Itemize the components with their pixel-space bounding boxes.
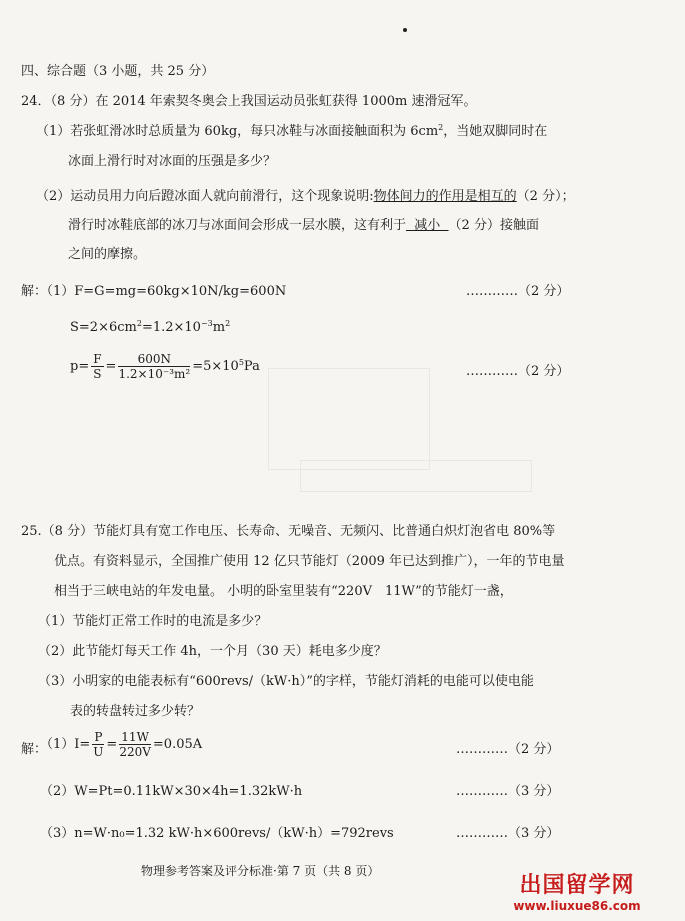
watermark-title: 出国留学网 — [519, 873, 635, 898]
q25-solution-step1-score: …………（2 分） — [456, 742, 560, 757]
q25-part2: （2）此节能灯每天工作 4h，一个月（30 天）耗电多少度？ — [38, 644, 387, 659]
q24-area-unit: m — [212, 320, 226, 335]
q25-stem-line2: 优点。有资料显示，全国推广使用 12 亿只节能灯（2009 年已达到推广），一年的节电量 — [54, 554, 565, 569]
q24-solution-step1-score: …………（2 分） — [466, 284, 570, 299]
fraction-denominator: U — [93, 745, 104, 759]
show-through-artifact — [300, 460, 532, 492]
q24-solution-step3 — [70, 352, 260, 381]
q25-part3-line1: （3）小明家的电能表标有“600revs/（kW·h）”的字样，节能灯消耗的电能可以使电能 — [38, 674, 534, 689]
q24-pressure-unit: Pa — [243, 359, 260, 374]
q24-part2-line3: 之间的摩擦。 — [68, 247, 147, 262]
q24-part2-score: （2 分）； — [516, 189, 575, 204]
scan-speck — [403, 28, 407, 32]
watermark-url: www.liuxue86.com — [513, 899, 641, 913]
q24-area-sup: 2 — [136, 319, 142, 328]
fraction-denominator: 1.2×10⁻³m² — [118, 367, 191, 381]
q25-solution-step2-score: …………（3 分） — [456, 784, 560, 799]
q24-solution-step2 — [70, 320, 230, 335]
q24-pressure-result: =5×10 — [192, 359, 239, 374]
q24-fraction-f-over-s — [91, 352, 103, 381]
q24-fraction-values — [118, 352, 190, 381]
q25-solution-step1 — [40, 730, 202, 759]
q24-pressure-exp: 5 — [238, 358, 244, 367]
q24-part1-text-tail: ，当她双脚同时在 — [443, 124, 548, 139]
q24-area-exp: −3 — [200, 319, 213, 328]
fraction-numerator: F — [93, 352, 102, 366]
fraction-numerator: 11W — [121, 730, 149, 744]
q24-answer-fill-1: 物体间力的作用是相互的 — [373, 189, 517, 204]
q24-part2-line1 — [36, 185, 575, 204]
q25-part1: （1）节能灯正常工作时的电流是多少？ — [38, 614, 268, 629]
site-watermark — [487, 873, 667, 917]
q25-stem-line3: 相当于三峡电站的年发电量。 小明的卧室里装有“220V 11W”的节能灯一盏， — [54, 584, 513, 599]
q24-part2-score2: （2 分）接触面 — [448, 218, 539, 233]
q25-fraction-values — [119, 730, 151, 759]
q24-solution-label: 解： — [21, 284, 48, 299]
section-title: 四、综合题（3 小题，共 25 分） — [21, 64, 215, 79]
fraction-denominator: 220V — [119, 745, 151, 759]
q24-part1-line1 — [36, 120, 547, 139]
q25-solution-label: 解： — [21, 742, 48, 757]
fraction-denominator: S — [93, 367, 102, 381]
q24-part2-text: （2）运动员用力向后蹬冰面人就向前滑行，这个现象说明: — [36, 189, 374, 204]
q24-area-text: S=2×6cm — [70, 320, 137, 335]
equals-sign: = — [106, 737, 118, 752]
q24-part2-line2 — [68, 214, 539, 233]
q25-solution-step3-score: …………（3 分） — [456, 826, 560, 841]
q25-current-label: （1）I= — [40, 737, 91, 752]
fraction-numerator: 600N — [118, 352, 190, 367]
q24-part1-sup: 2 — [438, 123, 444, 132]
q25-stem-line1: 25.（8 分）节能灯具有宽工作电压、长寿命、无噪音、无频闪、比普通白炽灯泡省电 80%等 — [21, 524, 556, 539]
q24-solution-step3-score: …………（2 分） — [466, 364, 570, 379]
q24-stem: 24．（8 分）在 2014 年索契冬奥会上我国运动员张虹获得 1000m 速滑冠军。 — [21, 94, 477, 109]
equals-sign: = — [105, 359, 117, 374]
q25-current-result: =0.05A — [152, 737, 203, 752]
q25-solution-step3: （3）n=W·n₀=1.32 kW·h×600revs/（kW·h）=792revs — [40, 826, 394, 841]
q24-part1-line2: 冰面上滑行时对冰面的压强是多少？ — [68, 154, 277, 169]
q24-part2-text2: 滑行时冰鞋底部的冰刀与冰面间会形成一层水膜，这有利于 — [68, 218, 407, 233]
q25-part3-line2: 表的转盘转过多少转？ — [70, 704, 201, 719]
q24-area-mid: =1.2×10 — [141, 320, 201, 335]
q24-pressure-label: p= — [70, 359, 90, 374]
show-through-artifact — [268, 368, 430, 470]
q24-solution-step1: （1）F=G=mg=60kg×10N/kg=600N — [40, 284, 287, 299]
q25-solution-step2: （2）W=Pt=0.11kW×30×4h=1.32kW·h — [40, 784, 303, 799]
q24-part1-text: （1）若张虹滑冰时总质量为 60kg，每只冰鞋与冰面接触面积为 6cm — [36, 124, 439, 139]
page-footer: 物理参考答案及评分标准·第 7 页（共 8 页） — [141, 864, 380, 878]
q25-fraction-p-over-u — [92, 730, 104, 759]
q24-answer-fill-2: 减小 — [406, 218, 449, 233]
fraction-numerator: P — [94, 730, 103, 744]
q24-area-unit-sup: 2 — [225, 319, 231, 328]
